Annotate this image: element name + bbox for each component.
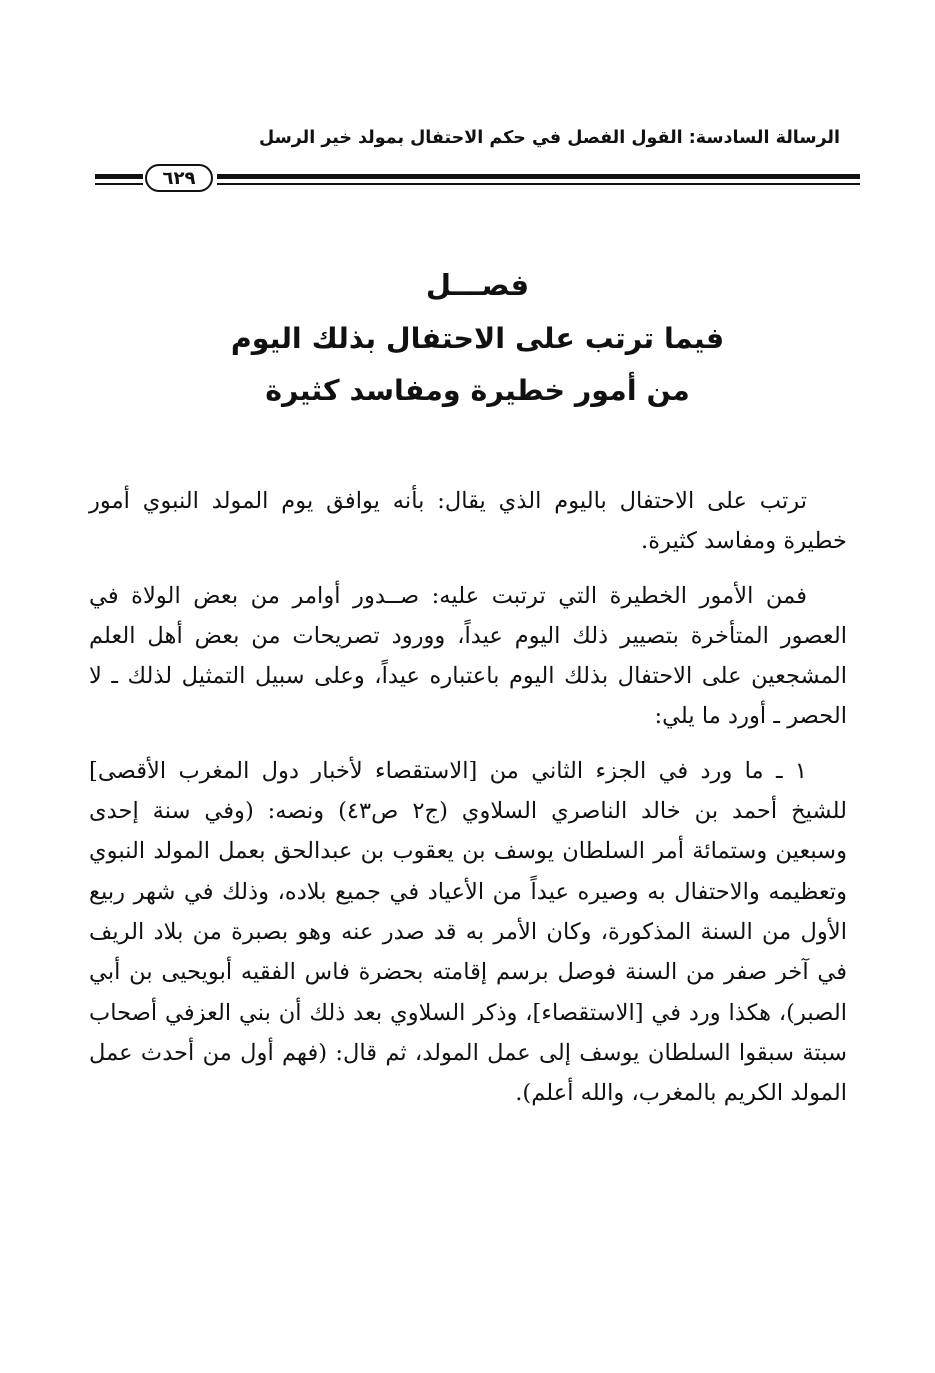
section-label: فصـــل — [425, 268, 530, 302]
section-title-line-2: من أمور خطيرة ومفاسد كثيرة — [265, 374, 690, 407]
section-title-line-1: فيما ترتب على الاحتفال بذلك اليوم — [230, 322, 725, 355]
page-number: ٦٢٩ — [145, 164, 213, 192]
header-rule — [95, 162, 860, 196]
paragraph-example-1: ١ ـ ما ورد في الجزء الثاني من [الاستقصاء لأخبار دول المغرب الأقصى] للشيخ أحمد بن خالد الناصري السلاوي (ج٢ ص٤٣) ونصه: (وفي سنة إحدى وسبعين وستمائة أمر السلطان يوسف بن يعقوب بن عبدالحق بعمل المولد النبوي وتعظيمه والاحتفال به وصيره عيداً من الأعياد في جميع بلاده، وذلك في شهر ربيع الأول من السنة المذكورة، وكان الأمر به قد صدر عنه وهو بصبرة من بلاد الريف في آخر صفر من السنة فوصل برسم إقامته بحضرة فاس الفقيه أبويحيى بن أبي الصبر)، هكذا ورد في [الاستقصاء]، وذكر السلاوي بعد ذلك أن بني العزفي أصحاب سبتة سبقوا السلطان يوسف إلى عمل المولد، ثم قال: (فهم أول من أحدث عمل المولد الكريم بالمغرب، والله أعلم). — [89, 757, 847, 1107]
body-text — [89, 481, 847, 1113]
running-header: الرسالة السادسة: القول الفصل في حكم الاحتفال بمولد خير الرسل — [258, 128, 840, 148]
rule-left-thick — [95, 174, 143, 179]
rule-left-thin — [95, 183, 143, 185]
paragraph-dangers: فمن الأمور الخطيرة التي ترتبت عليه: صــدور أوامر من بعض الولاة في العصور المتأخرة بتصيير ذلك اليوم عيداً، وورود تصريحات من بعض أهل العلم المشجعين على الاحتفال بذلك اليوم باعتباره عيداً، وعلى سبيل التمثيل لذلك ـ لا الحصر ـ أورد ما يلي: — [89, 582, 847, 730]
rule-right-thin — [217, 183, 860, 185]
paragraph-intro: ترتب على الاحتفال باليوم الذي يقال: بأنه يوافق يوم المولد النبوي أمور خطيرة ومفاسد كثيرة. — [89, 488, 847, 555]
rule-right-thick — [217, 174, 860, 179]
